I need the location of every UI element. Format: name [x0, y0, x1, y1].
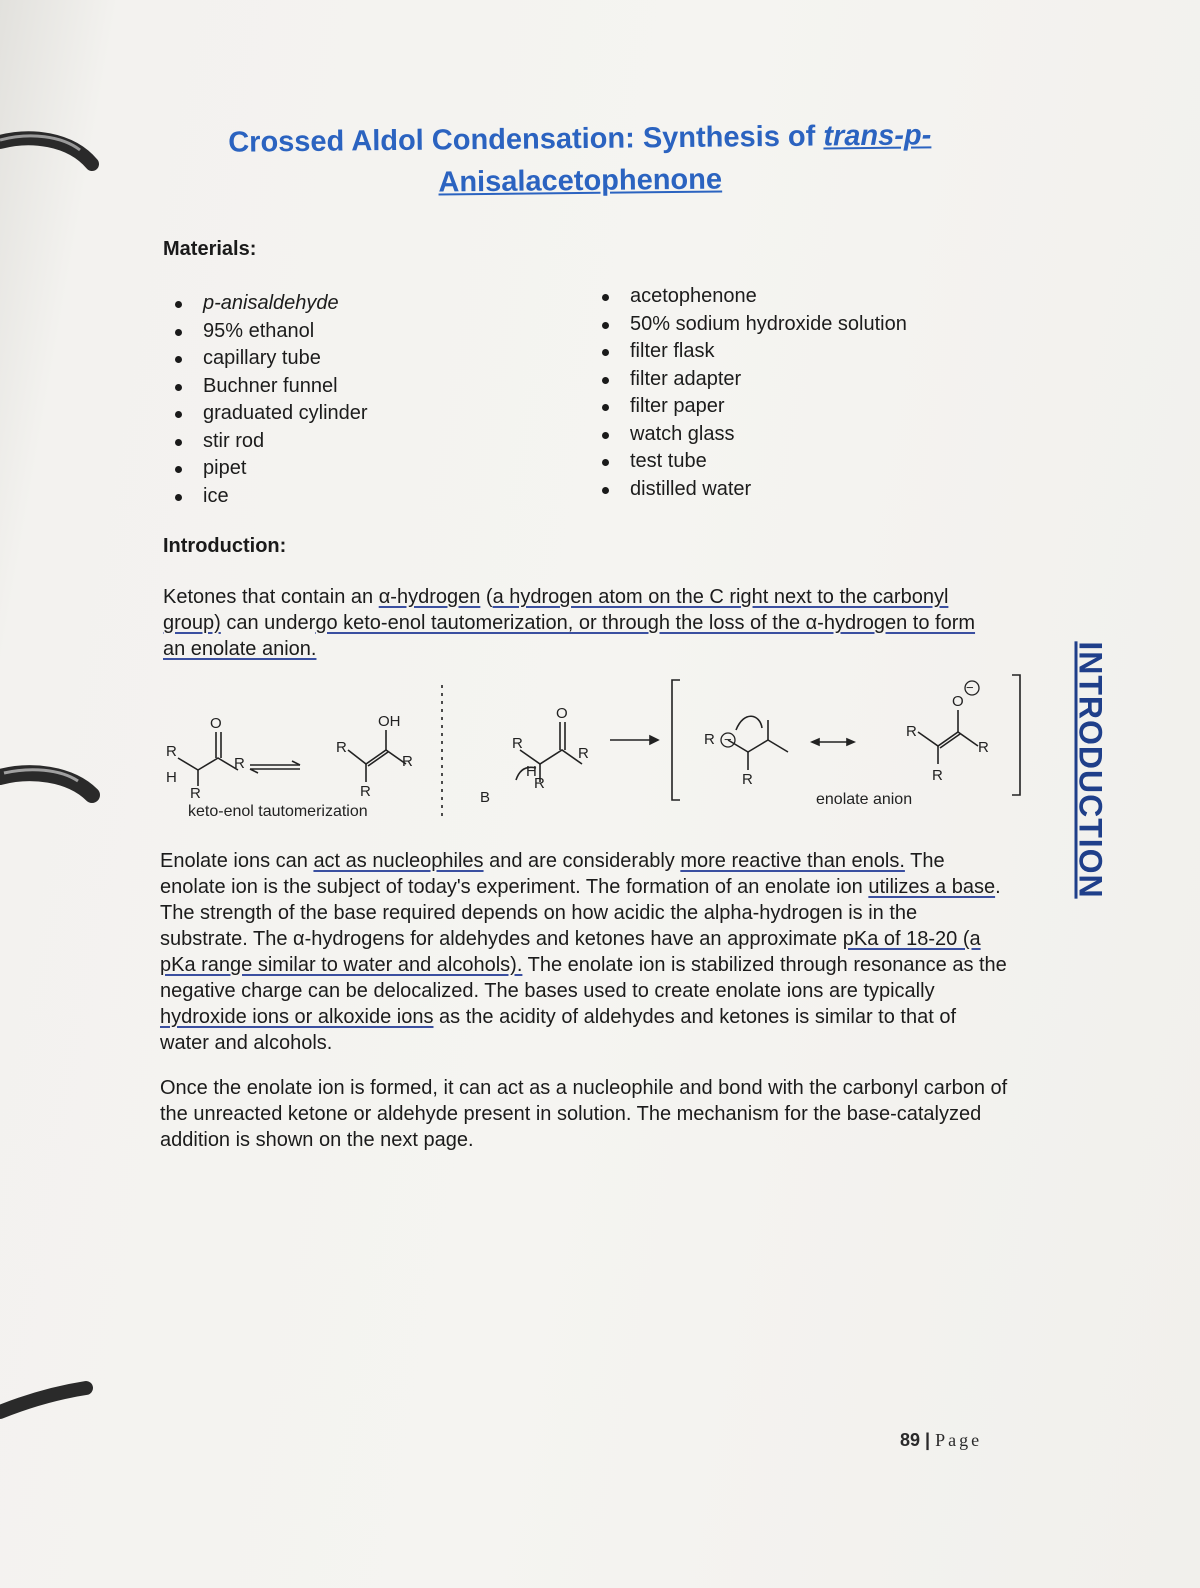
keto-enol-caption: keto-enol tautomerization	[188, 803, 368, 820]
title-line1-prefix: Crossed Aldol Condensation: Synthesis of	[228, 120, 816, 159]
charge-label: −	[724, 732, 732, 747]
text-run-underlined: hydroxide ions or alkoxide ions	[160, 1006, 434, 1028]
reaction-scheme	[150, 670, 1050, 830]
atom-label: R	[932, 767, 943, 784]
atom-label: R	[402, 753, 413, 770]
atom-label: R	[742, 771, 753, 788]
atom-label: B	[480, 789, 491, 806]
atom-label: R	[336, 739, 347, 756]
atom-label: R	[704, 731, 715, 748]
list-item: filter flask	[590, 338, 1010, 366]
text-run: and are considerably	[483, 850, 681, 872]
atom-label: O	[556, 705, 568, 722]
text-run: Ketones that contain an	[163, 586, 379, 608]
atom-label: H	[526, 763, 537, 780]
list-item: stir rod	[163, 428, 563, 456]
atom-label: R	[166, 743, 177, 760]
list-item: filter adapter	[590, 366, 1010, 394]
text-run: can under	[220, 612, 316, 634]
text-run-underlined: utilizes a base	[868, 876, 996, 898]
atom-label: R	[978, 739, 989, 756]
text-run-underlined: a hydrogen atom on the C right next to the carbonyl group)	[163, 586, 949, 634]
page-label: Page	[935, 1430, 983, 1450]
list-item: p-anisaldehyde	[163, 290, 563, 318]
title-line1-italic: trans-p-	[823, 119, 932, 153]
list-item: capillary tube	[163, 345, 563, 373]
atom-label: O	[952, 693, 964, 710]
atom-label: R	[512, 735, 523, 752]
atom-label: H	[166, 769, 177, 786]
charge-label: −	[966, 680, 974, 695]
page-separator: |	[920, 1430, 936, 1450]
materials-list-left	[163, 290, 563, 510]
intro-paragraph-2	[160, 848, 1010, 1056]
list-item: graduated cylinder	[163, 400, 563, 428]
enolate-anion-caption: enolate anion	[816, 791, 913, 808]
list-item: test tube	[590, 448, 1010, 476]
intro-paragraph-3: Once the enolate ion is formed, it can act as a nucleophile and bond with the carbonyl carbon of the unreacted ketone or aldehyde present in solution. The mechanism for the base-catalyzed addition is shown on the next page.	[160, 1077, 1008, 1151]
intro-paragraph-1	[163, 584, 993, 662]
text-run: as the acidity of aldehydes and ketones is similar to that of water and alcohols.	[160, 1006, 957, 1054]
atom-label: R	[360, 783, 371, 800]
list-item: filter paper	[590, 393, 1010, 421]
page-number: 89	[900, 1430, 921, 1450]
list-item: distilled water	[590, 476, 1010, 504]
list-item: 95% ethanol	[163, 318, 563, 346]
atom-label: OH	[378, 713, 401, 730]
text-run: The enolate ion is stabilized through resonance as the negative charge can be delocalized. The bases used to create enolate ions are typically	[160, 954, 1007, 1002]
atom-label: R	[906, 723, 917, 740]
introduction-heading: Introduction:	[163, 535, 287, 557]
list-item: acetophenone	[590, 283, 1010, 311]
title-line2: Anisalacetophenone	[438, 163, 723, 199]
materials-list-right	[590, 283, 1010, 503]
text-run-underlined: pKa of 18-20 (a pKa range similar to water and alcohols).	[160, 928, 981, 976]
text-run: (	[480, 586, 493, 608]
text-run-underlined: α-hydrogen	[378, 586, 481, 608]
document-title	[150, 113, 1011, 206]
text-run-underlined: more reactive than enols.	[680, 850, 905, 872]
text-run: Enolate ions can	[160, 850, 314, 872]
text-run-underlined: go keto-enol tautomerization, or through the loss of the α-hydrogen to form an enolate anion.	[163, 612, 976, 660]
materials-heading: Materials:	[163, 238, 257, 260]
page-footer	[900, 1430, 982, 1451]
text-run: The enolate ion is the subject of today's experiment. The formation of an enolate ion	[160, 850, 945, 898]
text-run: . The strength of the base required depends on how acidic the alpha-hydrogen is in the substrate. The α-hydrogens for aldehydes and ketones have an approximate	[160, 876, 1001, 950]
list-item: pipet	[163, 455, 563, 483]
binder-ring-bottom	[0, 1372, 100, 1432]
binder-ring-top	[0, 120, 100, 180]
list-item: ice	[163, 483, 563, 511]
atom-label: R	[578, 745, 589, 762]
atom-label: R	[234, 755, 245, 772]
list-item: watch glass	[590, 421, 1010, 449]
atom-label: R	[190, 785, 201, 802]
binder-ring-middle	[0, 755, 100, 815]
section-side-tab	[1070, 600, 1110, 940]
text-run-underlined: act as nucleophiles	[313, 850, 484, 872]
atom-label: O	[210, 715, 222, 732]
atom-label: R	[534, 775, 545, 792]
list-item: Buchner funnel	[163, 373, 563, 401]
section-side-tab-label: INTRODUCTION	[1072, 641, 1109, 899]
list-item: 50% sodium hydroxide solution	[590, 311, 1010, 339]
